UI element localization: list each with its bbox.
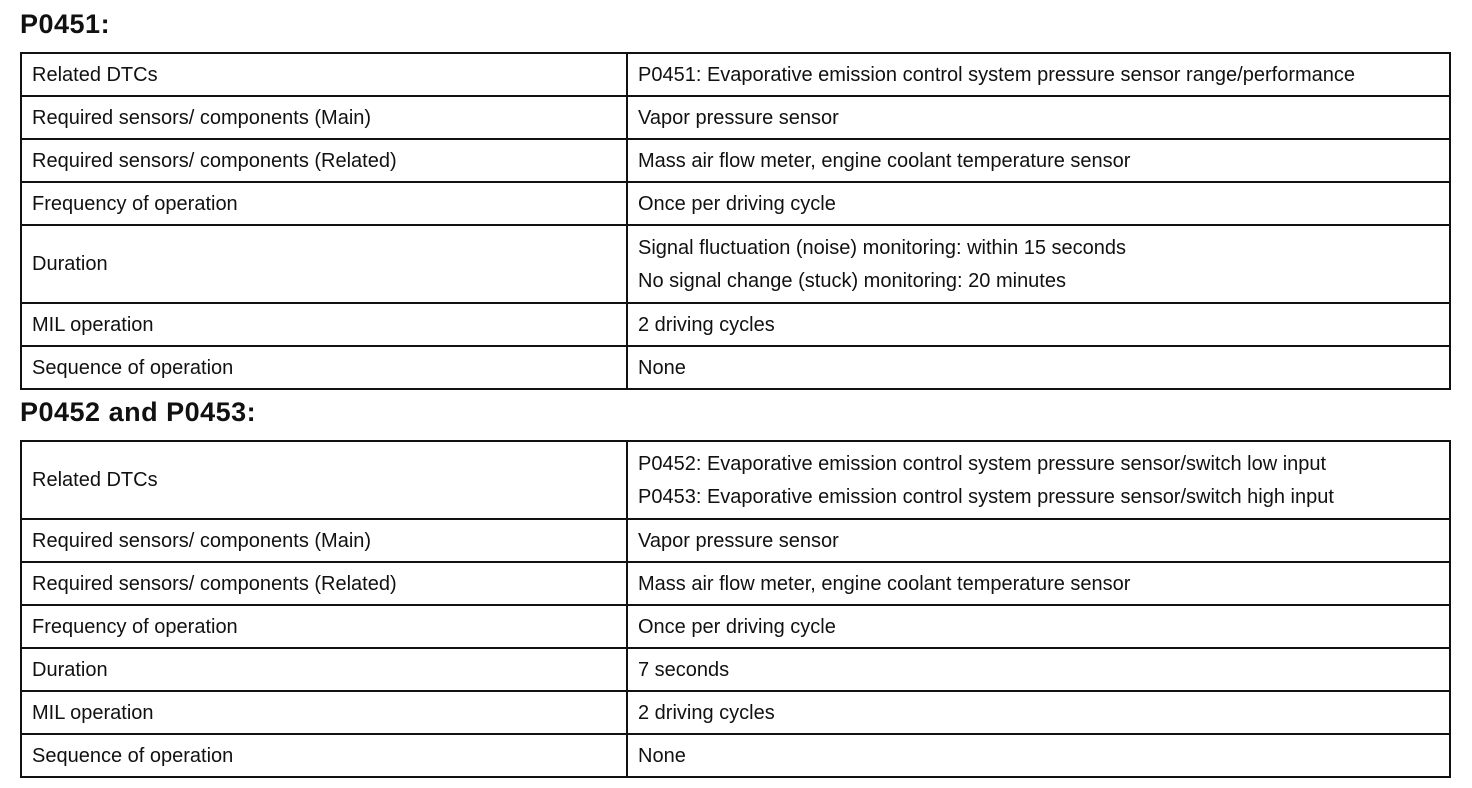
row-label: Related DTCs [21,53,627,96]
value-line: Vapor pressure sensor [638,529,839,552]
value-line: Signal fluctuation (noise) monitoring: within 15 seconds [638,236,1127,259]
table-row-required-related [21,562,1450,605]
value-line: None [638,356,686,379]
table-row-duration [21,648,1450,691]
table-row-frequency [21,605,1450,648]
value-line: Mass air flow meter, engine coolant temperature sensor [638,572,1131,595]
value-line: 7 seconds [638,658,730,681]
value-line: P0452: Evaporative emission control system pressure sensor/switch low input [638,452,1327,475]
section-title-p0452-p0453: P0452 and P0453: [20,397,257,427]
table-row-duration [21,225,1450,303]
table-row-required-related [21,139,1450,182]
row-value [627,346,1450,389]
row-label: Sequence of operation [21,734,627,777]
row-value [627,182,1450,225]
value-line: None [638,744,686,767]
value-line: P0451: Evaporative emission control system pressure sensor range/performance [638,63,1356,86]
row-value [627,225,1450,303]
value-line: Once per driving cycle [638,192,836,215]
table-row-related-dtcs [21,441,1450,519]
row-value [627,519,1450,562]
row-label: Related DTCs [21,441,627,519]
row-label: Duration [21,648,627,691]
row-value [627,691,1450,734]
value-line: P0453: Evaporative emission control system pressure sensor/switch high input [638,485,1334,508]
value-line: Vapor pressure sensor [638,106,839,129]
row-value [627,605,1450,648]
row-label: Required sensors/ components (Main) [21,519,627,562]
value-line: 2 driving cycles [638,313,775,336]
table-row-sequence [21,346,1450,389]
row-label: Frequency of operation [21,182,627,225]
row-value [627,562,1450,605]
row-value [627,648,1450,691]
value-line: No signal change (stuck) monitoring: 20 minutes [638,269,1066,292]
table-row-mil-operation [21,303,1450,346]
row-label: Required sensors/ components (Main) [21,96,627,139]
value-line: Mass air flow meter, engine coolant temperature sensor [638,149,1131,172]
row-value [627,734,1450,777]
table-row-required-main [21,96,1450,139]
row-value [627,139,1450,182]
row-label: Duration [21,225,627,303]
row-value [627,303,1450,346]
table-row-mil-operation [21,691,1450,734]
row-value [627,53,1450,96]
table-row-related-dtcs [21,53,1450,96]
section-title-p0451: P0451: [20,9,111,39]
row-label: MIL operation [21,691,627,734]
value-line: 2 driving cycles [638,701,775,724]
row-value [627,96,1450,139]
table-row-required-main [21,519,1450,562]
row-label: Frequency of operation [21,605,627,648]
row-label: Required sensors/ components (Related) [21,562,627,605]
row-label: MIL operation [21,303,627,346]
row-label: Sequence of operation [21,346,627,389]
table-row-sequence [21,734,1450,777]
row-label: Required sensors/ components (Related) [21,139,627,182]
spec-table-p0452-p0453 [20,440,1451,778]
table-row-frequency [21,182,1450,225]
spec-table-p0451 [20,52,1451,390]
row-value [627,441,1450,519]
value-line: Once per driving cycle [638,615,836,638]
